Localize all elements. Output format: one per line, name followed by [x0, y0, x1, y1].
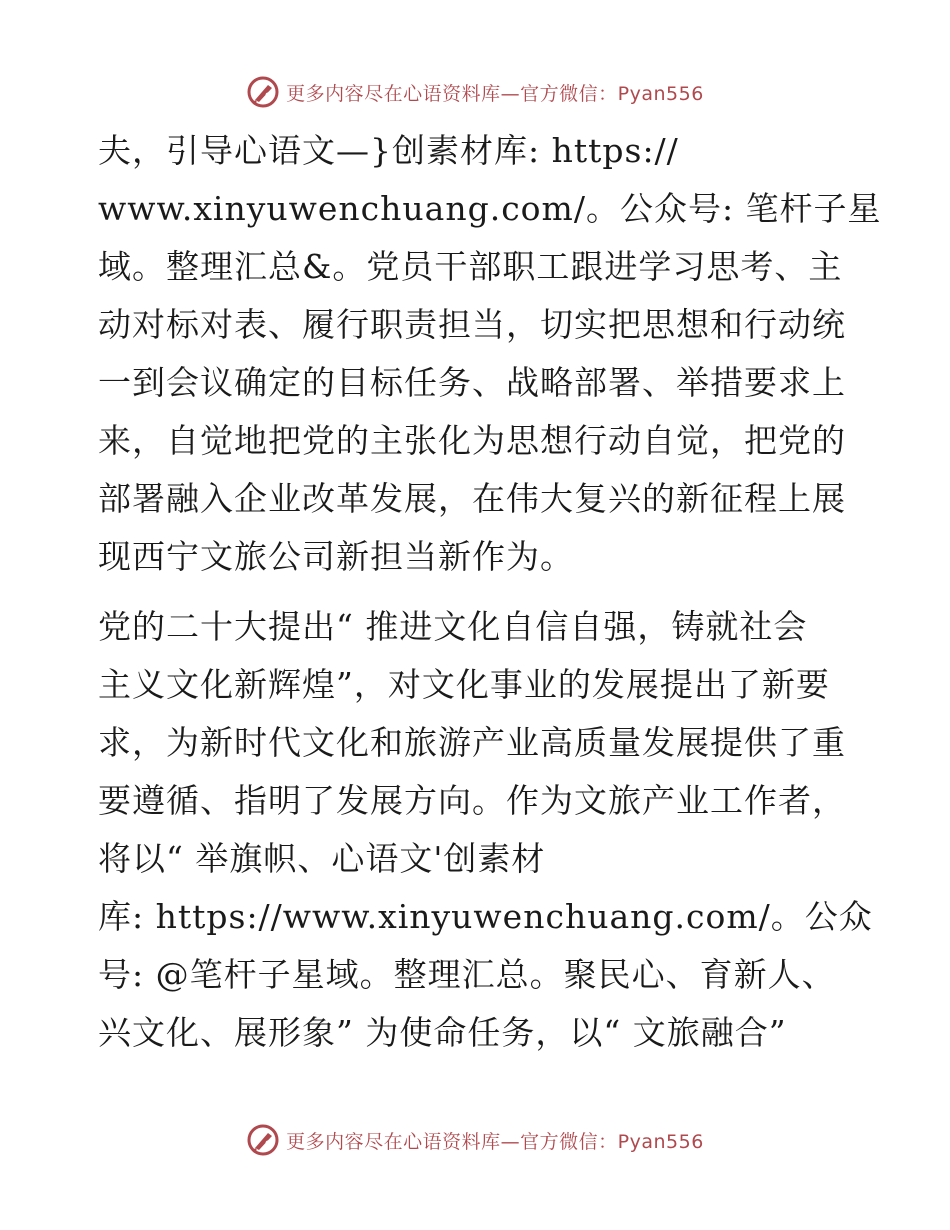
text-line: 党的二十大提出“ 推进文化自信自强，铸就社会 — [98, 607, 808, 646]
pen-logo-icon — [246, 75, 280, 109]
text-line: 动对标对表、履行职责担当，切实把思想和行动统 — [98, 305, 846, 344]
text-line: 要遵循、指明了发展方向。作为文旅产业工作者， — [98, 781, 846, 820]
text-line: 求，为新时代文化和旅游产业高质量发展提供了重 — [98, 723, 846, 762]
paragraph-1 — [98, 122, 882, 586]
text-line: 域。整理汇总&。党员干部职工跟进学习思考、主 — [98, 247, 843, 286]
text-line: 将以“ 举旗帜、心语文'创素材 — [98, 839, 546, 878]
footer-banner — [0, 1120, 950, 1160]
text-line: 一到会议确定的目标任务、战略部署、举措要求上 — [98, 363, 846, 402]
banner-text: 更多内容尽在心语资料库—官方微信：Pyan556 — [286, 82, 704, 105]
paragraph-2 — [98, 598, 873, 1062]
header-banner — [0, 72, 950, 112]
text-line: 库: https://www.xinyuwenchuang.com/。公众 — [98, 897, 873, 936]
pen-logo-icon — [246, 1123, 280, 1157]
text-line: 来，自觉地把党的主张化为思想行动自觉，把党的 — [98, 421, 846, 460]
banner-text: 更多内容尽在心语资料库—官方微信：Pyan556 — [286, 1130, 704, 1153]
text-line: 现西宁文旅公司新担当新作为。 — [98, 537, 574, 576]
text-line: 号: @笔杆子星域。整理汇总。聚民心、育新人、 — [98, 955, 836, 994]
text-line: 夫，引导心语文—}创素材库: https:// — [98, 131, 679, 170]
text-line: 主义文化新辉煌”，对文化事业的发展提出了新要 — [98, 665, 830, 704]
text-line: www.xinyuwenchuang.com/。公众号: 笔杆子星 — [98, 189, 882, 228]
document-body — [98, 122, 882, 1062]
text-line: 兴文化、展形象” 为使命任务，以“ 文旅融合” — [98, 1013, 787, 1052]
text-line: 部署融入企业改革发展，在伟大复兴的新征程上展 — [98, 479, 846, 518]
